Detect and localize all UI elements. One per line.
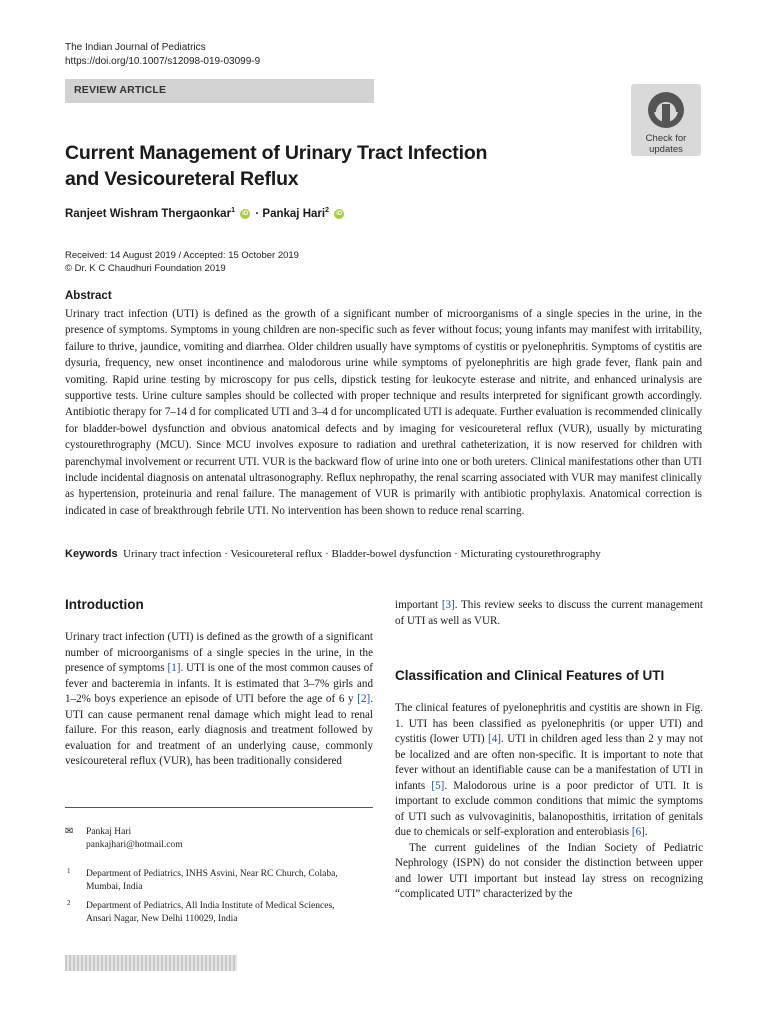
abstract-heading: Abstract	[65, 290, 112, 302]
orcid-icon[interactable]: iD	[242, 210, 249, 217]
classification-body	[395, 701, 703, 903]
citation-link[interactable]: [5]	[431, 779, 445, 792]
affiliation-line: Ansari Nagar, New Delhi 110029, India	[86, 913, 238, 924]
affiliation-1	[65, 868, 375, 893]
keywords-label: Keywords	[65, 548, 118, 560]
affiliation-line: Department of Pediatrics, All India Institute of Medical Sciences,	[86, 901, 335, 911]
introduction-heading: Introduction	[65, 597, 144, 612]
citation-link[interactable]: [3]	[441, 599, 455, 611]
journal-name: The Indian Journal of Pediatrics	[65, 42, 206, 53]
envelope-icon: ✉	[65, 826, 74, 837]
classification-heading: Classification and Clinical Features of UTI	[395, 668, 665, 683]
author-1[interactable]: Ranjeet Wishram Thergaonkar	[65, 207, 232, 220]
affiliation-line: Department of Pediatrics, INHS Asvini, Near RC Church, Colaba,	[86, 869, 338, 879]
title-line-2: and Vesicoureteral Reflux	[65, 168, 299, 190]
introduction-paragraph	[65, 630, 373, 770]
keyword-separator: ·	[454, 548, 458, 560]
author-2[interactable]: Pankaj Hari	[262, 207, 326, 220]
contact-email[interactable]: pankajhari@hotmail.com	[86, 839, 183, 850]
keyword-separator: ·	[224, 548, 228, 560]
text-run: . UTI is one of the most common causes of fever and bacteremia in infants. It is estimated that 3–7% girls and 1–2% boys experience an episode of UTI before the age of 6 y	[65, 662, 373, 705]
affiliation-number: 1	[67, 867, 71, 875]
author-list	[65, 207, 346, 220]
author-2-affil: 2	[325, 207, 329, 214]
introduction-body	[65, 630, 373, 770]
text-run: The clinical features of pyelonephritis and cystitis are shown in Fig. 1. UTI has been classified as pyelonephritis (or upper UTI) and cystitis (lower UTI)	[395, 702, 703, 745]
contact-name: Pankaj Hari	[86, 827, 132, 837]
footnote-divider	[65, 807, 373, 808]
text-run: . Malodorous urine is a poor predictor of UTI. It is important to exclude common conditions that mimic the symptoms of UTI such as vulvovaginitis, balanoposthitis, irritation of genitals due to chemicals or self-exploration and enterobiasis	[395, 779, 703, 838]
text-run: .	[644, 826, 648, 838]
text-run: . UTI can cause permanent renal damage which might lead to renal failure. For this reason, early diagnosis and treatment followed by evaluation for and treatment of an underlying cause, commonly vesicoureteral reflux (VUR), has been traditionally considered	[65, 693, 373, 767]
affiliation-number: 2	[67, 899, 71, 907]
doi-link[interactable]: https://doi.org/10.1007/s12098-019-03099-9	[65, 56, 261, 67]
citation-link[interactable]: [1]	[167, 662, 181, 674]
text-run: important	[395, 599, 442, 611]
citation-link[interactable]: [4]	[488, 733, 501, 745]
keyword-separator: ·	[325, 548, 329, 560]
affiliation-2	[65, 900, 375, 925]
keywords	[65, 547, 705, 561]
author-1-affil: 1	[231, 207, 235, 214]
keyword-item: Micturating cystourethrography	[460, 548, 601, 560]
title-line-1: Current Management of Urinary Tract Infection	[65, 142, 488, 164]
article-type-banner	[65, 79, 374, 103]
keyword-item: Urinary tract infection	[123, 548, 222, 560]
abstract-text: Urinary tract infection (UTI) is defined as the growth of a significant number of microorganisms of a single species in the urine, in the presence of symptoms. Symptoms in young children are non-specific such as fever without focus; young infants may manifest with irritability, failure to thrive, jaundice, vomiting and diarrhea. Older children usually have symptoms of cystitis or pyelonephritis. Symptoms of cystitis are dysuria, frequency, new onset incontinence and malodorous urine while symptoms of pyelonephritis are high grade fever, flank pain and vomiting. Rapid urine testing by microscopy for pus cells, dipstick testing for leukocyte esterase and nitrite, and enhanced urinalysis are supportive tests. Urine culture samples should be collected with proper technique and results interpreted for significant growth accordingly. Antibiotic therapy for 7–14 d for complicated UTI and 3–4 d for uncomplicated UTI is adequate. Further evaluation is recommended clinically for bladder-bowel dysfunction and obvious anatomical defects and by imaging for vesicoureteral reflux (VUR), usually by micturating cystourethrography (MCU). Since MCU involves exposure to radiation and urethral catheterization, it is now reserved for children with parenchymal involvement or recurrent UTI. VUR is the backward flow of urine into one or both ureters. Clinical manifestations other than UTI include incidental diagnosis on antenatal ultrasonography. Reflux nephropathy, the renal scarring associated with VUR may manifest clinically as hypertension, proteinuria and renal failure. The management of VUR is primarily with antibiotic prophylaxis. Anatomical correction is indicated in case of breakthrough febrile UTI. No intervention has been shown to reduce renal scarring.	[65, 308, 702, 517]
orcid-icon[interactable]: iD	[336, 210, 343, 217]
guidelines-paragraph: The current guidelines of the Indian Society of Pediatric Nephrology (ISPN) do not consider the distinction between upper and lower UTI important but instead lay stress on recognizing “complicated UTI” characterized by the	[395, 841, 703, 900]
copyright-line: © Dr. K C Chaudhuri Foundation 2019	[65, 263, 226, 274]
affiliation-line: Mumbai, India	[86, 881, 143, 892]
publication-dates	[65, 249, 299, 275]
author-separator: ·	[255, 207, 260, 220]
text-run: Urinary tract infection (UTI) is defined as the growth of a significant number of microorganisms of a single species in the urine, in the presence of symptoms	[65, 631, 373, 674]
citation-link[interactable]: [2]	[357, 693, 371, 705]
continuation-paragraph	[395, 598, 703, 629]
keyword-item: Vesicoureteral reflux	[230, 548, 323, 560]
classification-paragraph	[395, 701, 703, 841]
text-run: . This review seeks to discuss the current management of UTI as well as VUR.	[395, 599, 703, 627]
text-run: . UTI in children aged less than 2 y may not be localized and are often non-specific. It is important to note that fever without an identifiable cause can be a manifestation of UTI in infants	[395, 733, 703, 792]
corresponding-author	[65, 826, 183, 851]
article-type: REVIEW ARTICLE	[74, 84, 167, 96]
received-accepted: Received: 14 August 2019 / Accepted: 15 October 2019	[65, 250, 299, 261]
journal-header	[65, 41, 260, 69]
article-title	[65, 140, 585, 192]
badge-line-1: Check for	[645, 133, 687, 144]
scan-artifact-bar	[65, 955, 237, 971]
check-for-updates-badge[interactable]	[631, 84, 701, 156]
badge-line-2: updates	[649, 144, 683, 155]
intro-continuation	[395, 598, 703, 629]
keyword-item: Bladder-bowel dysfunction	[331, 548, 452, 560]
crossmark-icon	[646, 90, 686, 130]
citation-link[interactable]: [6]	[631, 826, 645, 838]
